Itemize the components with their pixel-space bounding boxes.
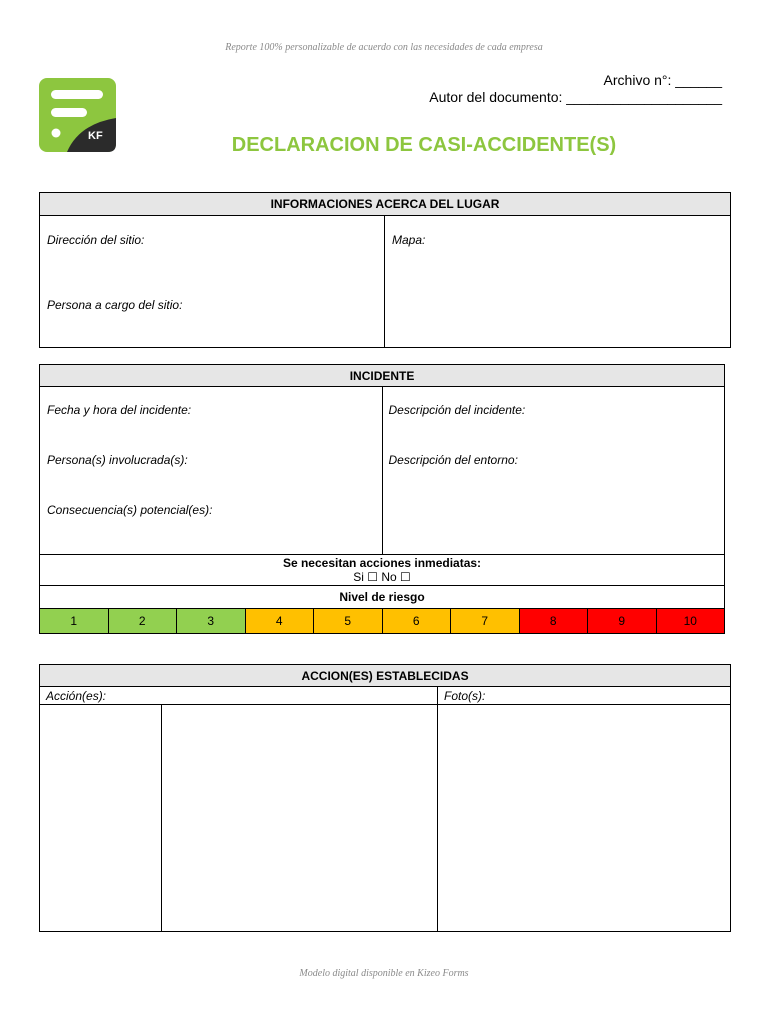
risk-level-8[interactable]: 8 <box>519 609 588 634</box>
risk-level-5[interactable]: 5 <box>314 609 383 634</box>
personas-label: Persona(s) involucrada(s): <box>47 453 188 467</box>
acciones-header: ACCION(ES) ESTABLECIDAS <box>40 665 731 687</box>
accion-label: Acción(es): <box>46 688 107 703</box>
accion-number-cell[interactable] <box>40 705 162 932</box>
lugar-table <box>39 192 731 348</box>
risk-level-4[interactable]: 4 <box>245 609 314 634</box>
risk-level-1[interactable]: 1 <box>40 609 109 634</box>
logo-text: KF <box>88 130 103 142</box>
risk-level-10[interactable]: 10 <box>656 609 725 634</box>
direccion-label: Dirección del sitio: <box>47 233 145 247</box>
accion-label-cell <box>40 687 438 705</box>
incidente-left-cell[interactable] <box>40 387 383 555</box>
footer-note: Modelo digital disponible en Kizeo Forms <box>299 968 469 979</box>
foto-cell[interactable] <box>438 705 731 932</box>
lugar-header: INFORMACIONES ACERCA DEL LUGAR <box>40 193 731 216</box>
acciones-inmediatas-title: Se necesitan acciones inmediatas: <box>282 556 482 570</box>
foto-label-cell <box>438 687 731 705</box>
acciones-table <box>39 664 731 932</box>
archivo-number: Archivo n°: ______ <box>603 72 722 88</box>
kizeo-logo <box>39 78 116 152</box>
risk-level-2[interactable]: 2 <box>108 609 177 634</box>
fecha-label: Fecha y hora del incidente: <box>47 403 192 417</box>
foto-label: Foto(s): <box>444 688 486 703</box>
acciones-inmediatas-options[interactable]: Si ☐ No ☐ <box>353 570 411 584</box>
lugar-left-cell[interactable] <box>40 216 385 348</box>
risk-level-7[interactable]: 7 <box>451 609 520 634</box>
consecuencia-label: Consecuencia(s) potencial(es): <box>47 503 213 517</box>
tagline: Reporte 100% personalizable de acuerdo con las necesidades de cada empresa <box>225 42 543 53</box>
page-title: DECLARACION DE CASI-ACCIDENTE(S) <box>231 134 617 156</box>
document-author: Autor del documento: ____________________ <box>429 89 722 105</box>
nivel-riesgo-title: Nivel de riesgo <box>40 586 725 609</box>
incidente-table <box>39 364 725 634</box>
risk-level-3[interactable]: 3 <box>177 609 246 634</box>
risk-level-6[interactable]: 6 <box>382 609 451 634</box>
acciones-inmediatas-cell <box>40 555 725 586</box>
descripcion-label: Descripción del incidente: <box>388 403 526 417</box>
risk-scale-row <box>40 609 725 634</box>
mapa-label: Mapa: <box>392 233 426 247</box>
risk-level-9[interactable]: 9 <box>588 609 657 634</box>
entorno-label: Descripción del entorno: <box>388 453 518 467</box>
incidente-header: INCIDENTE <box>40 365 725 387</box>
incidente-right-cell[interactable] <box>382 387 725 555</box>
mapa-cell[interactable] <box>385 216 731 348</box>
persona-cargo-label: Persona a cargo del sitio: <box>47 298 183 312</box>
accion-description-cell[interactable] <box>162 705 438 932</box>
